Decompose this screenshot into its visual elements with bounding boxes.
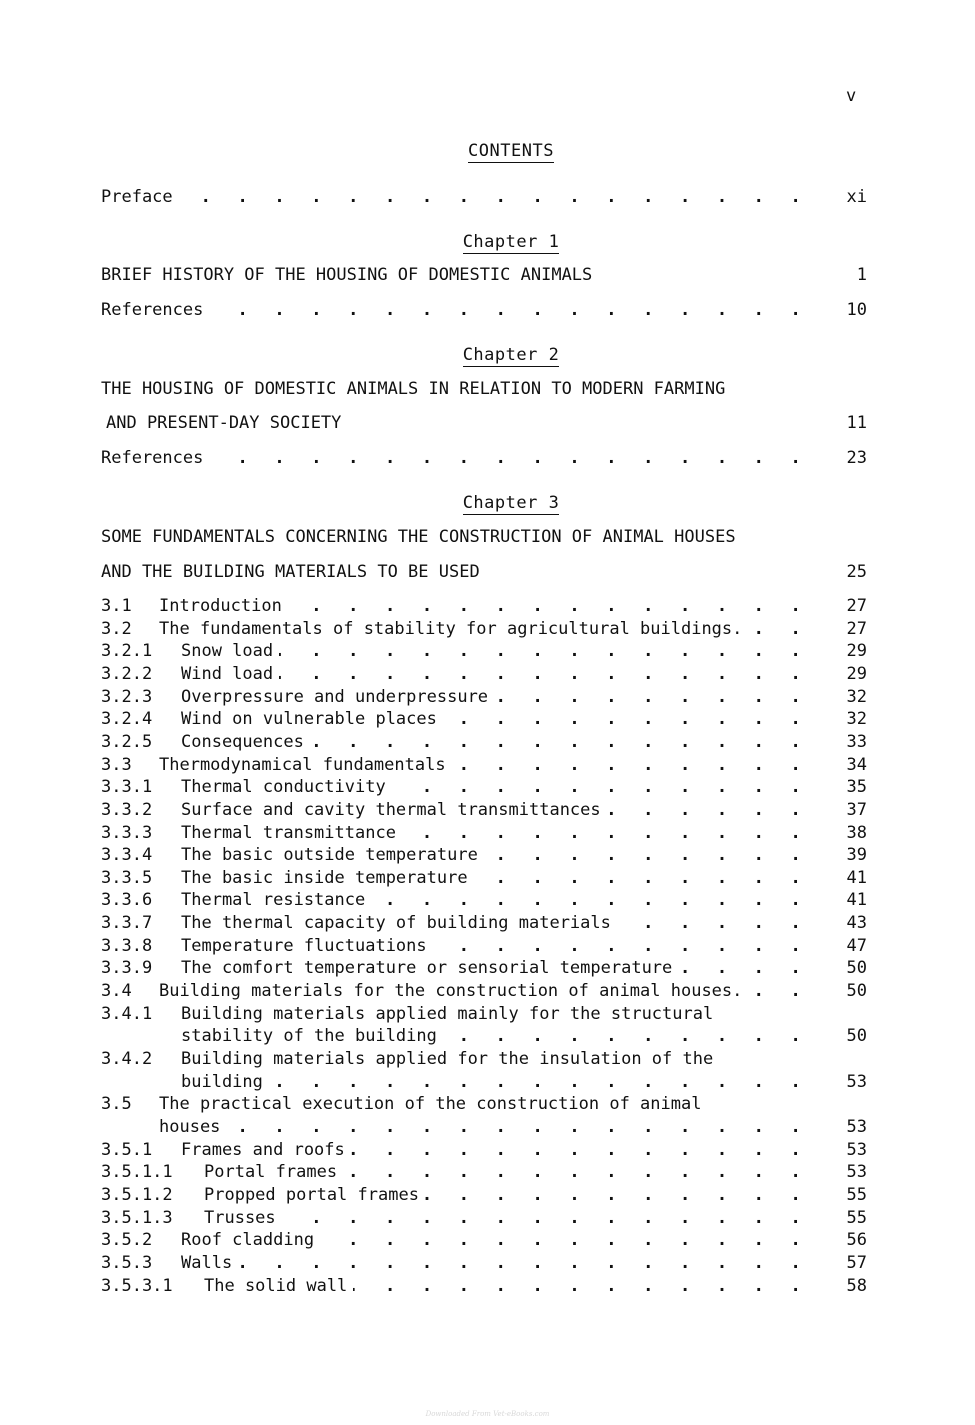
toc-entry-label: The basic inside temperature <box>181 867 468 888</box>
toc-entry[interactable] <box>101 755 867 777</box>
toc-entry-page: 41 <box>846 890 867 911</box>
toc-chapter-3-title-line1[interactable] <box>101 527 867 549</box>
toc-entry[interactable] <box>101 1185 867 1207</box>
dot-leader <box>351 1140 809 1160</box>
toc-entry-label: The solid wall <box>204 1275 348 1296</box>
toc-entry[interactable] <box>101 845 867 867</box>
toc-entry-label: Wind load <box>181 663 274 684</box>
toc-entry-page: 55 <box>846 1207 867 1228</box>
toc-entry-references-1[interactable] <box>101 300 867 322</box>
dot-leader <box>678 958 809 978</box>
dot-leader <box>269 1072 809 1092</box>
toc-entry-page: xi <box>846 187 867 207</box>
toc-entry-label: Wind on vulnerable places <box>181 709 437 730</box>
toc-entry-continuation[interactable] <box>159 1117 867 1139</box>
toc-entry[interactable] <box>101 664 867 686</box>
toc-entry-number: 3.2.2 <box>101 663 153 684</box>
toc-entry-label: References <box>101 448 204 468</box>
toc-entry-label: Trusses <box>204 1207 276 1228</box>
toc-entry-page: 29 <box>846 641 867 662</box>
chapter-title: BRIEF HISTORY OF THE HOUSING OF DOMESTIC ANIMALS <box>101 265 593 285</box>
toc-entry-label: Propped portal frames <box>204 1184 419 1205</box>
toc-chapter-2-title-line1[interactable] <box>101 379 867 401</box>
toc-entry[interactable] <box>101 596 867 618</box>
toc-entry-page: 27 <box>846 596 867 616</box>
dot-leader <box>279 641 809 661</box>
toc-entry-page: 53 <box>846 1116 867 1137</box>
toc-entry-number: 3.3.4 <box>101 845 153 866</box>
toc-entry-number: 3.2.1 <box>101 641 153 662</box>
toc-entry[interactable] <box>101 800 867 822</box>
toc-entry-page: 43 <box>846 913 867 934</box>
dot-leader <box>371 890 809 910</box>
toc-entry-references-2[interactable] <box>101 448 867 470</box>
toc-entry[interactable] <box>101 732 867 754</box>
toc-entry-number: 3.5.2 <box>101 1230 153 1251</box>
toc-entry[interactable] <box>101 709 867 731</box>
toc-entry-page: 1 <box>856 265 867 285</box>
toc-entry[interactable] <box>101 1140 867 1162</box>
toc-entry-number: 3.5.3.1 <box>101 1275 173 1296</box>
toc-entry[interactable] <box>101 1004 867 1026</box>
toc-entry-number: 3.3.1 <box>101 777 153 798</box>
toc-entry[interactable] <box>101 823 867 845</box>
toc-entry-page: 29 <box>846 663 867 684</box>
toc-entry-label: stability of the building <box>181 1026 437 1047</box>
dot-leader <box>209 448 809 468</box>
dot-leader <box>226 1117 809 1137</box>
toc-entry[interactable] <box>101 913 867 935</box>
toc-entry-page: 39 <box>846 845 867 866</box>
toc-entry-label: Thermal transmittance <box>181 822 396 843</box>
toc-entry-number: 3.5.1.3 <box>101 1207 173 1228</box>
toc-entry-preface[interactable] <box>101 187 867 209</box>
toc-entry-label: Thermal resistance <box>181 890 366 911</box>
toc-entry[interactable] <box>101 890 867 912</box>
dot-leader <box>282 1208 809 1228</box>
toc-entry-number: 3.3.9 <box>101 958 153 979</box>
toc-entry[interactable] <box>101 1094 867 1116</box>
dot-leader <box>607 800 809 820</box>
chapter-title: AND PRESENT-DAY SOCIETY <box>106 413 342 433</box>
toc-entry-label: Thermodynamical fundamentals <box>159 754 446 775</box>
dot-leader <box>179 187 809 207</box>
toc-entry[interactable] <box>101 1230 867 1252</box>
toc-entry-label: houses <box>159 1116 221 1137</box>
dot-leader <box>748 619 809 639</box>
toc-chapter-1-title[interactable] <box>101 265 867 287</box>
toc-entry-page: 34 <box>846 754 867 775</box>
toc-entry-label: building <box>181 1071 263 1092</box>
toc-entry-number: 3.3 <box>101 754 132 775</box>
toc-entry-page: 56 <box>846 1230 867 1251</box>
toc-entry-page: 11 <box>846 413 867 433</box>
toc-entry[interactable] <box>101 868 867 890</box>
chapter-title: SOME FUNDAMENTALS CONCERNING THE CONSTRUCTION OF ANIMAL HOUSES <box>101 527 736 547</box>
toc-entry-label: Introduction <box>159 596 282 616</box>
dot-leader <box>474 868 809 888</box>
toc-entry-label: Overpressure and underpressure <box>181 686 489 707</box>
toc-entry-label: Preface <box>101 187 173 207</box>
toc-entry-page: 33 <box>846 731 867 752</box>
toc-entry-label: Building materials applied mainly for the structural <box>181 1003 714 1024</box>
chapter-1-heading: Chapter 1 <box>462 232 560 252</box>
toc-entry[interactable] <box>101 1162 867 1184</box>
chapter-2-heading: Chapter 2 <box>462 345 560 365</box>
toc-entry-number: 3.3.7 <box>101 913 153 934</box>
toc-entry-label: The practical execution of the construction of animal <box>159 1094 702 1115</box>
dot-leader <box>392 777 809 797</box>
toc-entry-number: 3.3.3 <box>101 822 153 843</box>
toc-entry-number: 3.5.3 <box>101 1252 153 1273</box>
dot-leader <box>494 687 809 707</box>
toc-entry-page: 50 <box>846 981 867 1002</box>
toc-entry-page: 27 <box>846 618 867 639</box>
toc-entry-page: 50 <box>846 958 867 979</box>
toc-entry[interactable] <box>101 1253 867 1275</box>
toc-entry-page: 38 <box>846 822 867 843</box>
toc-entry-page: 23 <box>846 448 867 468</box>
toc-entry-number: 3.5 <box>101 1094 132 1115</box>
dot-leader <box>484 845 809 865</box>
toc-entry-label: Temperature fluctuations <box>181 935 427 956</box>
toc-entry[interactable] <box>101 981 867 1003</box>
toc-entry-label: The fundamentals of stability for agricultural buildings. <box>159 618 743 639</box>
toc-entry-number: 3.3.8 <box>101 935 153 956</box>
toc-entry-number: 3.1 <box>101 596 132 616</box>
dot-leader <box>402 823 809 843</box>
toc-entry-label: Roof cladding <box>181 1230 315 1251</box>
toc-entry-number: 3.2 <box>101 618 132 639</box>
toc-entry-number: 3.4.1 <box>101 1003 153 1024</box>
dot-leader <box>433 936 809 956</box>
toc-entry-label: Surface and cavity thermal transmittances <box>181 799 601 820</box>
toc-entry[interactable] <box>101 1276 867 1298</box>
toc-entry-label: The thermal capacity of building materials <box>181 913 611 934</box>
dot-leader <box>452 755 809 775</box>
toc-entry[interactable] <box>101 687 867 709</box>
toc-entry-label: Building materials for the construction of animal houses. <box>159 981 743 1002</box>
toc-entry-page: 25 <box>846 562 867 582</box>
toc-entry-number: 3.3.2 <box>101 799 153 820</box>
dot-leader <box>310 732 809 752</box>
dot-leader <box>209 300 809 320</box>
chapter-title: AND THE BUILDING MATERIALS TO BE USED <box>101 562 480 582</box>
toc-entry-number: 3.4 <box>101 981 132 1002</box>
toc-chapter-2-title-line2[interactable] <box>106 413 867 435</box>
toc-entry-number: 3.5.1.2 <box>101 1184 173 1205</box>
dot-leader <box>748 981 809 1001</box>
toc-entry[interactable] <box>101 619 867 641</box>
dot-leader <box>443 709 809 729</box>
dot-leader <box>288 596 809 616</box>
toc-entry-label: Consequences <box>181 731 304 752</box>
toc-entry-label: Walls <box>181 1252 233 1273</box>
page-number: v <box>846 86 857 106</box>
toc-entry-page: 32 <box>846 686 867 707</box>
toc-entry-number: 3.4.2 <box>101 1049 153 1069</box>
toc-chapter-3-title-line2[interactable] <box>101 562 867 584</box>
toc-entry-page: 53 <box>846 1139 867 1160</box>
toc-entry-page: 10 <box>846 300 867 320</box>
toc-entry-number: 3.2.3 <box>101 686 153 707</box>
toc-entry-label: Portal frames <box>204 1162 338 1183</box>
dot-leader <box>238 1253 809 1273</box>
toc-entry-number: 3.5.1 <box>101 1139 153 1160</box>
toc-entry-label: Frames and roofs <box>181 1139 345 1160</box>
dot-leader <box>320 1230 809 1250</box>
toc-entry-page: 58 <box>846 1275 867 1296</box>
toc-entry-page: 50 <box>846 1026 867 1047</box>
toc-entry-number: 3.5.1.1 <box>101 1162 173 1183</box>
toc-entry-page: 41 <box>846 867 867 888</box>
toc-entry-continuation[interactable] <box>181 1026 867 1048</box>
toc-entry-page: 32 <box>846 709 867 730</box>
toc-entry-page: 47 <box>846 935 867 956</box>
toc-entry[interactable] <box>101 1049 867 1071</box>
toc-entry[interactable] <box>101 936 867 958</box>
toc-entry[interactable] <box>101 641 867 663</box>
footer-watermark: Downloaded From Vet-eBooks.com <box>425 1410 550 1418</box>
dot-leader <box>443 1026 809 1046</box>
dot-leader <box>617 913 809 933</box>
toc-entry-number: 3.2.5 <box>101 731 153 752</box>
toc-entry-page: 55 <box>846 1184 867 1205</box>
toc-entry-page: 57 <box>846 1252 867 1273</box>
toc-entry-page: 53 <box>846 1162 867 1183</box>
toc-entry-label: Snow load <box>181 641 274 662</box>
toc-entry-label: The basic outside temperature <box>181 845 478 866</box>
chapter-3-heading: Chapter 3 <box>462 493 560 513</box>
chapter-title: THE HOUSING OF DOMESTIC ANIMALS IN RELATION TO MODERN FARMING <box>101 379 726 399</box>
toc-entry-page: 37 <box>846 799 867 820</box>
toc-entry-number: 3.3.6 <box>101 890 153 911</box>
toc-entry-continuation[interactable] <box>181 1072 867 1094</box>
toc-entry-label: References <box>101 300 204 320</box>
toc-entry-page: 53 <box>846 1071 867 1092</box>
dot-leader <box>425 1185 809 1205</box>
dot-leader <box>343 1162 809 1182</box>
toc-entry[interactable] <box>101 1208 867 1230</box>
toc-entry-number: 3.2.4 <box>101 709 153 730</box>
toc-entry-number: 3.3.5 <box>101 867 153 888</box>
contents-title: CONTENTS <box>468 141 554 161</box>
dot-leader <box>279 664 809 684</box>
toc-entry-page: 35 <box>846 777 867 798</box>
toc-entry-label: Building materials applied for the insulation of the <box>181 1049 714 1069</box>
dot-leader <box>353 1276 809 1296</box>
toc-entry[interactable] <box>101 958 867 980</box>
toc-entry-label: Thermal conductivity <box>181 777 386 798</box>
toc-entry-label: The comfort temperature or sensorial temperature <box>181 958 673 979</box>
toc-entry[interactable] <box>101 777 867 799</box>
